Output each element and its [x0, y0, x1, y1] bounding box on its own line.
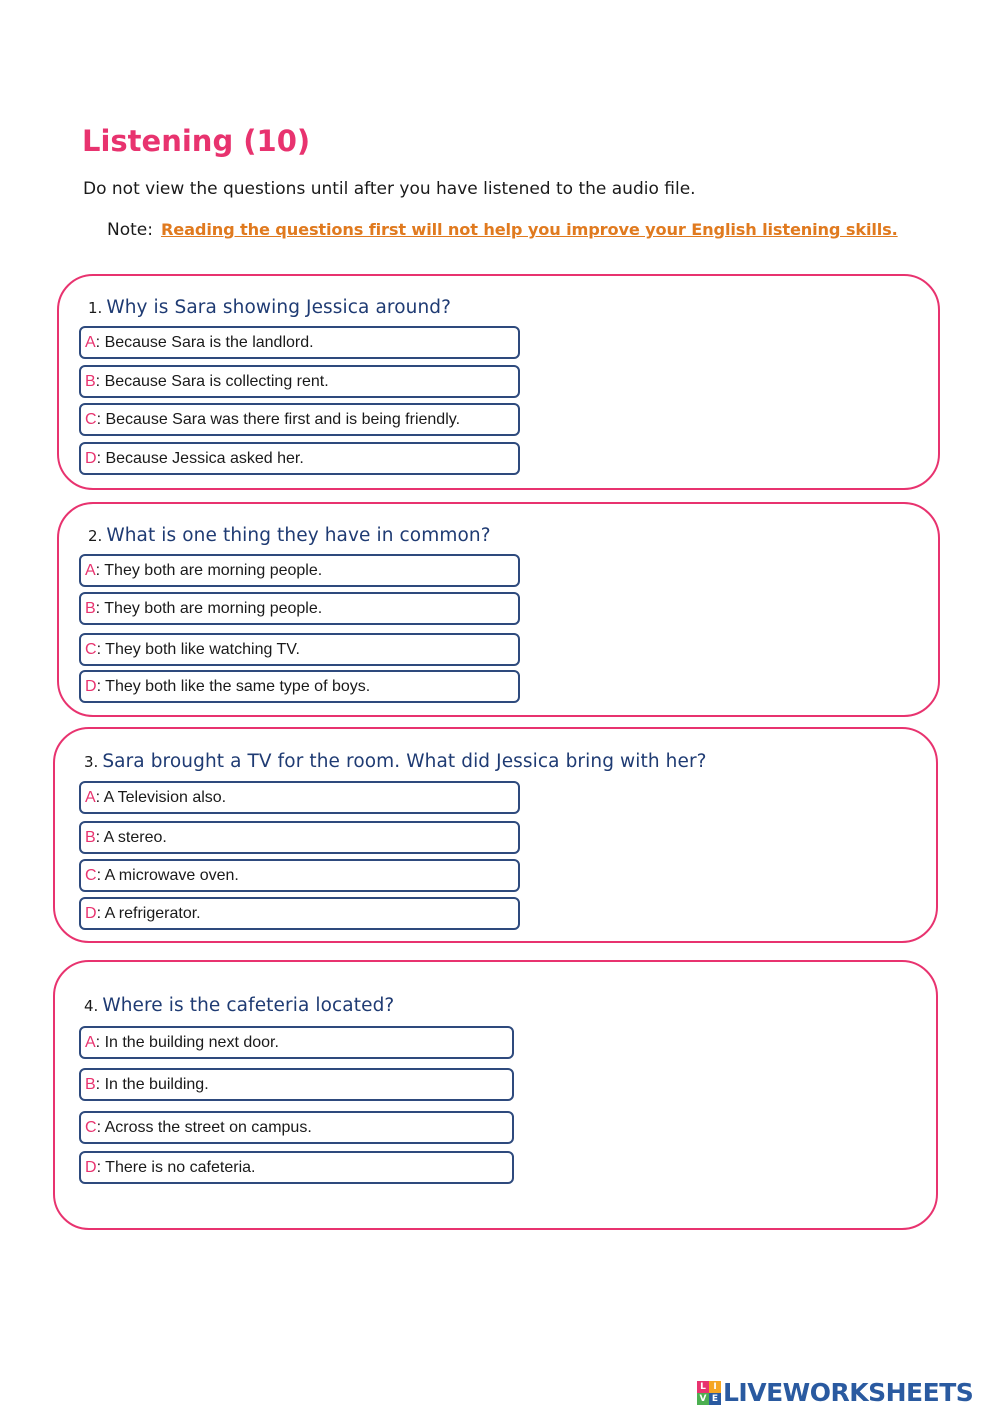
option-text: : A microwave oven.	[96, 866, 239, 884]
question-title	[84, 750, 707, 774]
option-letter: B	[85, 1075, 96, 1093]
option-letter: D	[85, 904, 97, 922]
option-a[interactable]	[79, 781, 520, 814]
option-text: : They both like watching TV.	[96, 640, 300, 658]
option-letter: C	[85, 640, 97, 658]
logo-mark-letter: V	[697, 1393, 709, 1405]
note	[107, 219, 898, 241]
option-letter: D	[85, 449, 97, 467]
option-text: : In the building next door.	[95, 1033, 279, 1051]
page-title: Listening (10)	[82, 124, 311, 158]
question-title	[88, 296, 451, 320]
option-a[interactable]	[79, 326, 520, 359]
question-2-box	[57, 502, 940, 717]
logo-text: LIVEWORKSHEETS	[723, 1378, 974, 1407]
logo-mark-letter: E	[709, 1393, 721, 1405]
option-text: : There is no cafeteria.	[96, 1158, 256, 1176]
option-c[interactable]	[79, 1111, 514, 1144]
question-title	[84, 994, 394, 1018]
option-a[interactable]	[79, 1026, 514, 1059]
question-text: Sara brought a TV for the room. What did Jessica bring with her?	[102, 751, 707, 772]
option-letter: A	[85, 561, 96, 579]
option-letter: A	[85, 333, 96, 351]
note-label: Note:	[107, 220, 153, 240]
option-c[interactable]	[79, 859, 520, 892]
option-letter: D	[85, 1158, 97, 1176]
option-letter: C	[85, 1118, 97, 1136]
question-title	[88, 524, 491, 548]
note-warning: Reading the questions first will not help you improve your English listening skills.	[160, 220, 898, 239]
option-letter: B	[85, 372, 96, 390]
question-number: 4.	[84, 997, 99, 1015]
question-4-box	[53, 960, 938, 1230]
option-text: : A refrigerator.	[96, 904, 201, 922]
question-text: Where is the cafeteria located?	[102, 995, 395, 1016]
question-1-box	[57, 274, 940, 490]
question-text: What is one thing they have in common?	[106, 525, 491, 546]
instruction-text: Do not view the questions until after you have listened to the audio file.	[83, 179, 696, 199]
question-text: Why is Sara showing Jessica around?	[106, 297, 452, 318]
question-number: 2.	[88, 527, 103, 545]
option-b[interactable]	[79, 1068, 514, 1101]
option-letter: D	[85, 677, 97, 695]
option-text: : Across the street on campus.	[96, 1118, 312, 1136]
option-letter: C	[85, 866, 97, 884]
logo-mark-letter: L	[697, 1381, 709, 1393]
option-text: : Because Sara was there first and is being friendly.	[96, 410, 461, 428]
liveworksheets-logo	[697, 1378, 973, 1408]
option-letter: B	[85, 828, 96, 846]
option-letter: C	[85, 410, 97, 428]
option-d[interactable]	[79, 442, 520, 475]
option-text: : In the building.	[95, 1075, 209, 1093]
option-letter: A	[85, 1033, 96, 1051]
option-d[interactable]	[79, 1151, 514, 1184]
logo-mark-icon	[697, 1381, 721, 1405]
logo-mark-letter: I	[709, 1381, 721, 1393]
option-d[interactable]	[79, 897, 520, 930]
option-c[interactable]	[79, 403, 520, 436]
question-3-box	[53, 727, 938, 943]
option-b[interactable]	[79, 365, 520, 398]
option-b[interactable]	[79, 821, 520, 854]
option-text: : Because Sara is collecting rent.	[95, 372, 329, 390]
option-text: : They both like the same type of boys.	[96, 677, 371, 695]
option-a[interactable]	[79, 554, 520, 587]
option-c[interactable]	[79, 633, 520, 666]
option-text: : They both are morning people.	[95, 561, 323, 579]
option-text: : A Television also.	[95, 788, 227, 806]
option-b[interactable]	[79, 592, 520, 625]
question-number: 1.	[88, 299, 103, 317]
option-text: : Because Jessica asked her.	[96, 449, 304, 467]
option-d[interactable]	[79, 670, 520, 703]
option-text: : A stereo.	[95, 828, 167, 846]
question-number: 3.	[84, 753, 99, 771]
option-text: : Because Sara is the landlord.	[95, 333, 314, 351]
option-letter: B	[85, 599, 96, 617]
option-text: : They both are morning people.	[95, 599, 323, 617]
option-letter: A	[85, 788, 96, 806]
